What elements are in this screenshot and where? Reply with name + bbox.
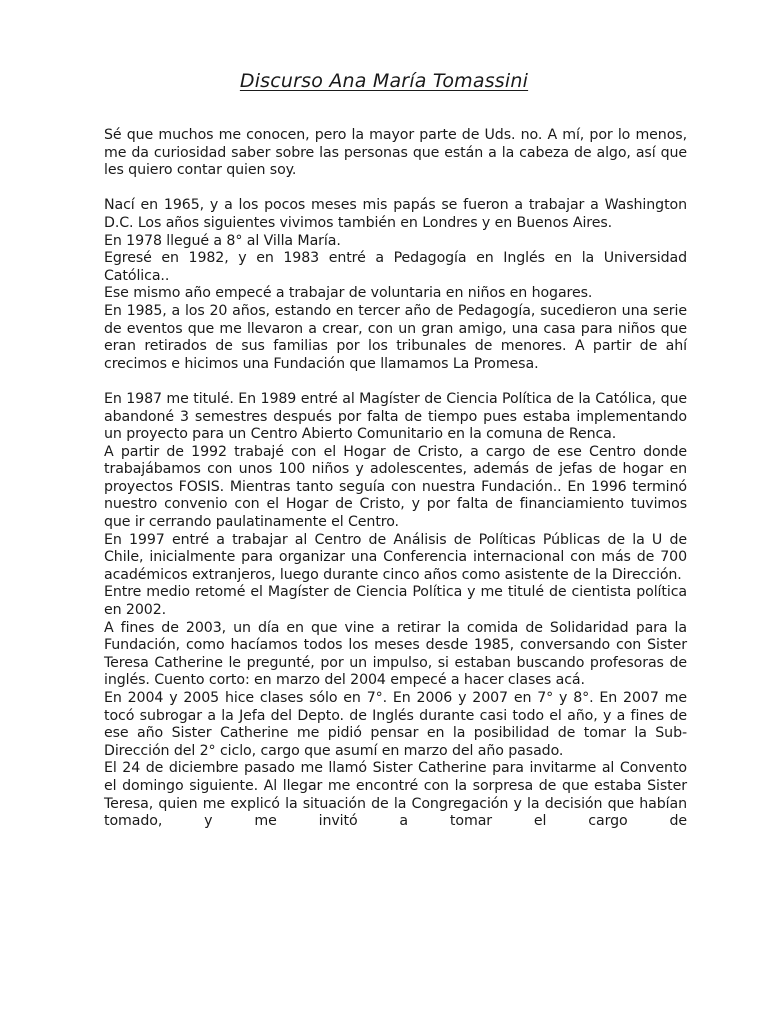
paragraph-magister: Entre medio retomé el Magíster de Ciencia Política y me titulé de cientista política en 2002. [104,584,687,619]
paragraph-hogar-de-cristo: A partir de 1992 trabajé con el Hogar de Cristo, a cargo de ese Centro donde trabajábamos con unos 100 niños y adolescentes, además de jefas de hogar en proyectos FOSIS. Mientras tanto seguía con nuestra Fundación.. En 1996 terminó nuestro convenio con el Hogar de Cristo, y por falta de financiamiento tuvimos que ir cerrando paulatinamente el Centro. [104,443,687,531]
paragraph-intro: Sé que muchos me conocen, pero la mayor parte de Uds. no. A mí, por lo menos, me da curiosidad saber sobre las personas que están a la cabeza de algo, así que les quiero contar quien soy. [104,127,687,179]
paragraph-subdireccion: En 2004 y 2005 hice clases sólo en 7°. En 2006 y 2007 en 7° y 8°. En 2007 me tocó subrogar a la Jefa del Depto. de Inglés durante casi todo el año, y a fines de ese año Sister Catherine me pidió pensar en la posibilidad de tomar la Sub-Dirección del 2° ciclo, cargo que asumí en marzo del año pasado. [104,690,687,759]
paragraph-foundation: En 1985, a los 20 años, estando en tercer año de Pedagogía, sucedieron una serie de eventos que me llevaron a crear, con un gran amigo, una casa para niños que eran retirados de sus familias por los tribunales de menores. A partir de ahí crecimos e hicimos una Fundación que llamamos La Promesa. [104,302,687,372]
paragraph-invitation: El 24 de diciembre pasado me llamó Sister Catherine para invitarme al Convento el domingo siguiente. Al llegar me encontré con la sorpresa de que estaba Sister Teresa, quien me explicó la situación de la Congregación y la decisión que habían tomado, y me invitó a tomar el cargo de [104,760,687,830]
paragraph-birth: Nací en 1965, y a los pocos meses mis papás se fueron a trabajar a Washington D.C. Los años siguientes vivimos también en Londres y en Buenos Aires. [104,197,687,231]
paragraph-titulo: En 1987 me titulé. En 1989 entré al Magíster de Ciencia Política de la Católica, que abandoné 3 semestres después por falta de tiempo pues estaba implementando un proyecto para un Centro Abierto Comunitario en la comuna de Renca. [104,390,687,443]
document-body [104,127,687,831]
paragraph-teaching-start: A fines de 2003, un día en que vine a retirar la comida de Solidaridad para la Fundación, como hacíamos todos los meses desde 1985, conversando con Sister Teresa Catherine le pregunté, por un impulso, si estaban buscando profesoras de inglés. Cuento corto: en marzo del 2004 empecé a hacer clases acá. [104,619,687,689]
paragraph-volunteer: Ese mismo año empecé a trabajar de voluntaria en niños en hogares. [104,285,593,302]
paragraph-gap [104,373,687,391]
paragraph-u-de-chile: En 1997 entré a trabajar al Centro de Análisis de Políticas Públicas de la U de Chile, inicialmente para organizar una Conferencia internacional con más de 700 académicos extranjeros, luego durante cinco años como asistente de la Dirección. [104,531,687,583]
paragraph-graduation: Egresé en 1982, y en 1983 entré a Pedagogía en Inglés en la Universidad Católica.. [104,250,687,284]
paragraph-villa-maria: En 1978 llegué a 8° al Villa María. [104,232,341,249]
paragraph-gap [104,180,687,198]
document-title: Discurso Ana María Tomassini [239,70,529,92]
